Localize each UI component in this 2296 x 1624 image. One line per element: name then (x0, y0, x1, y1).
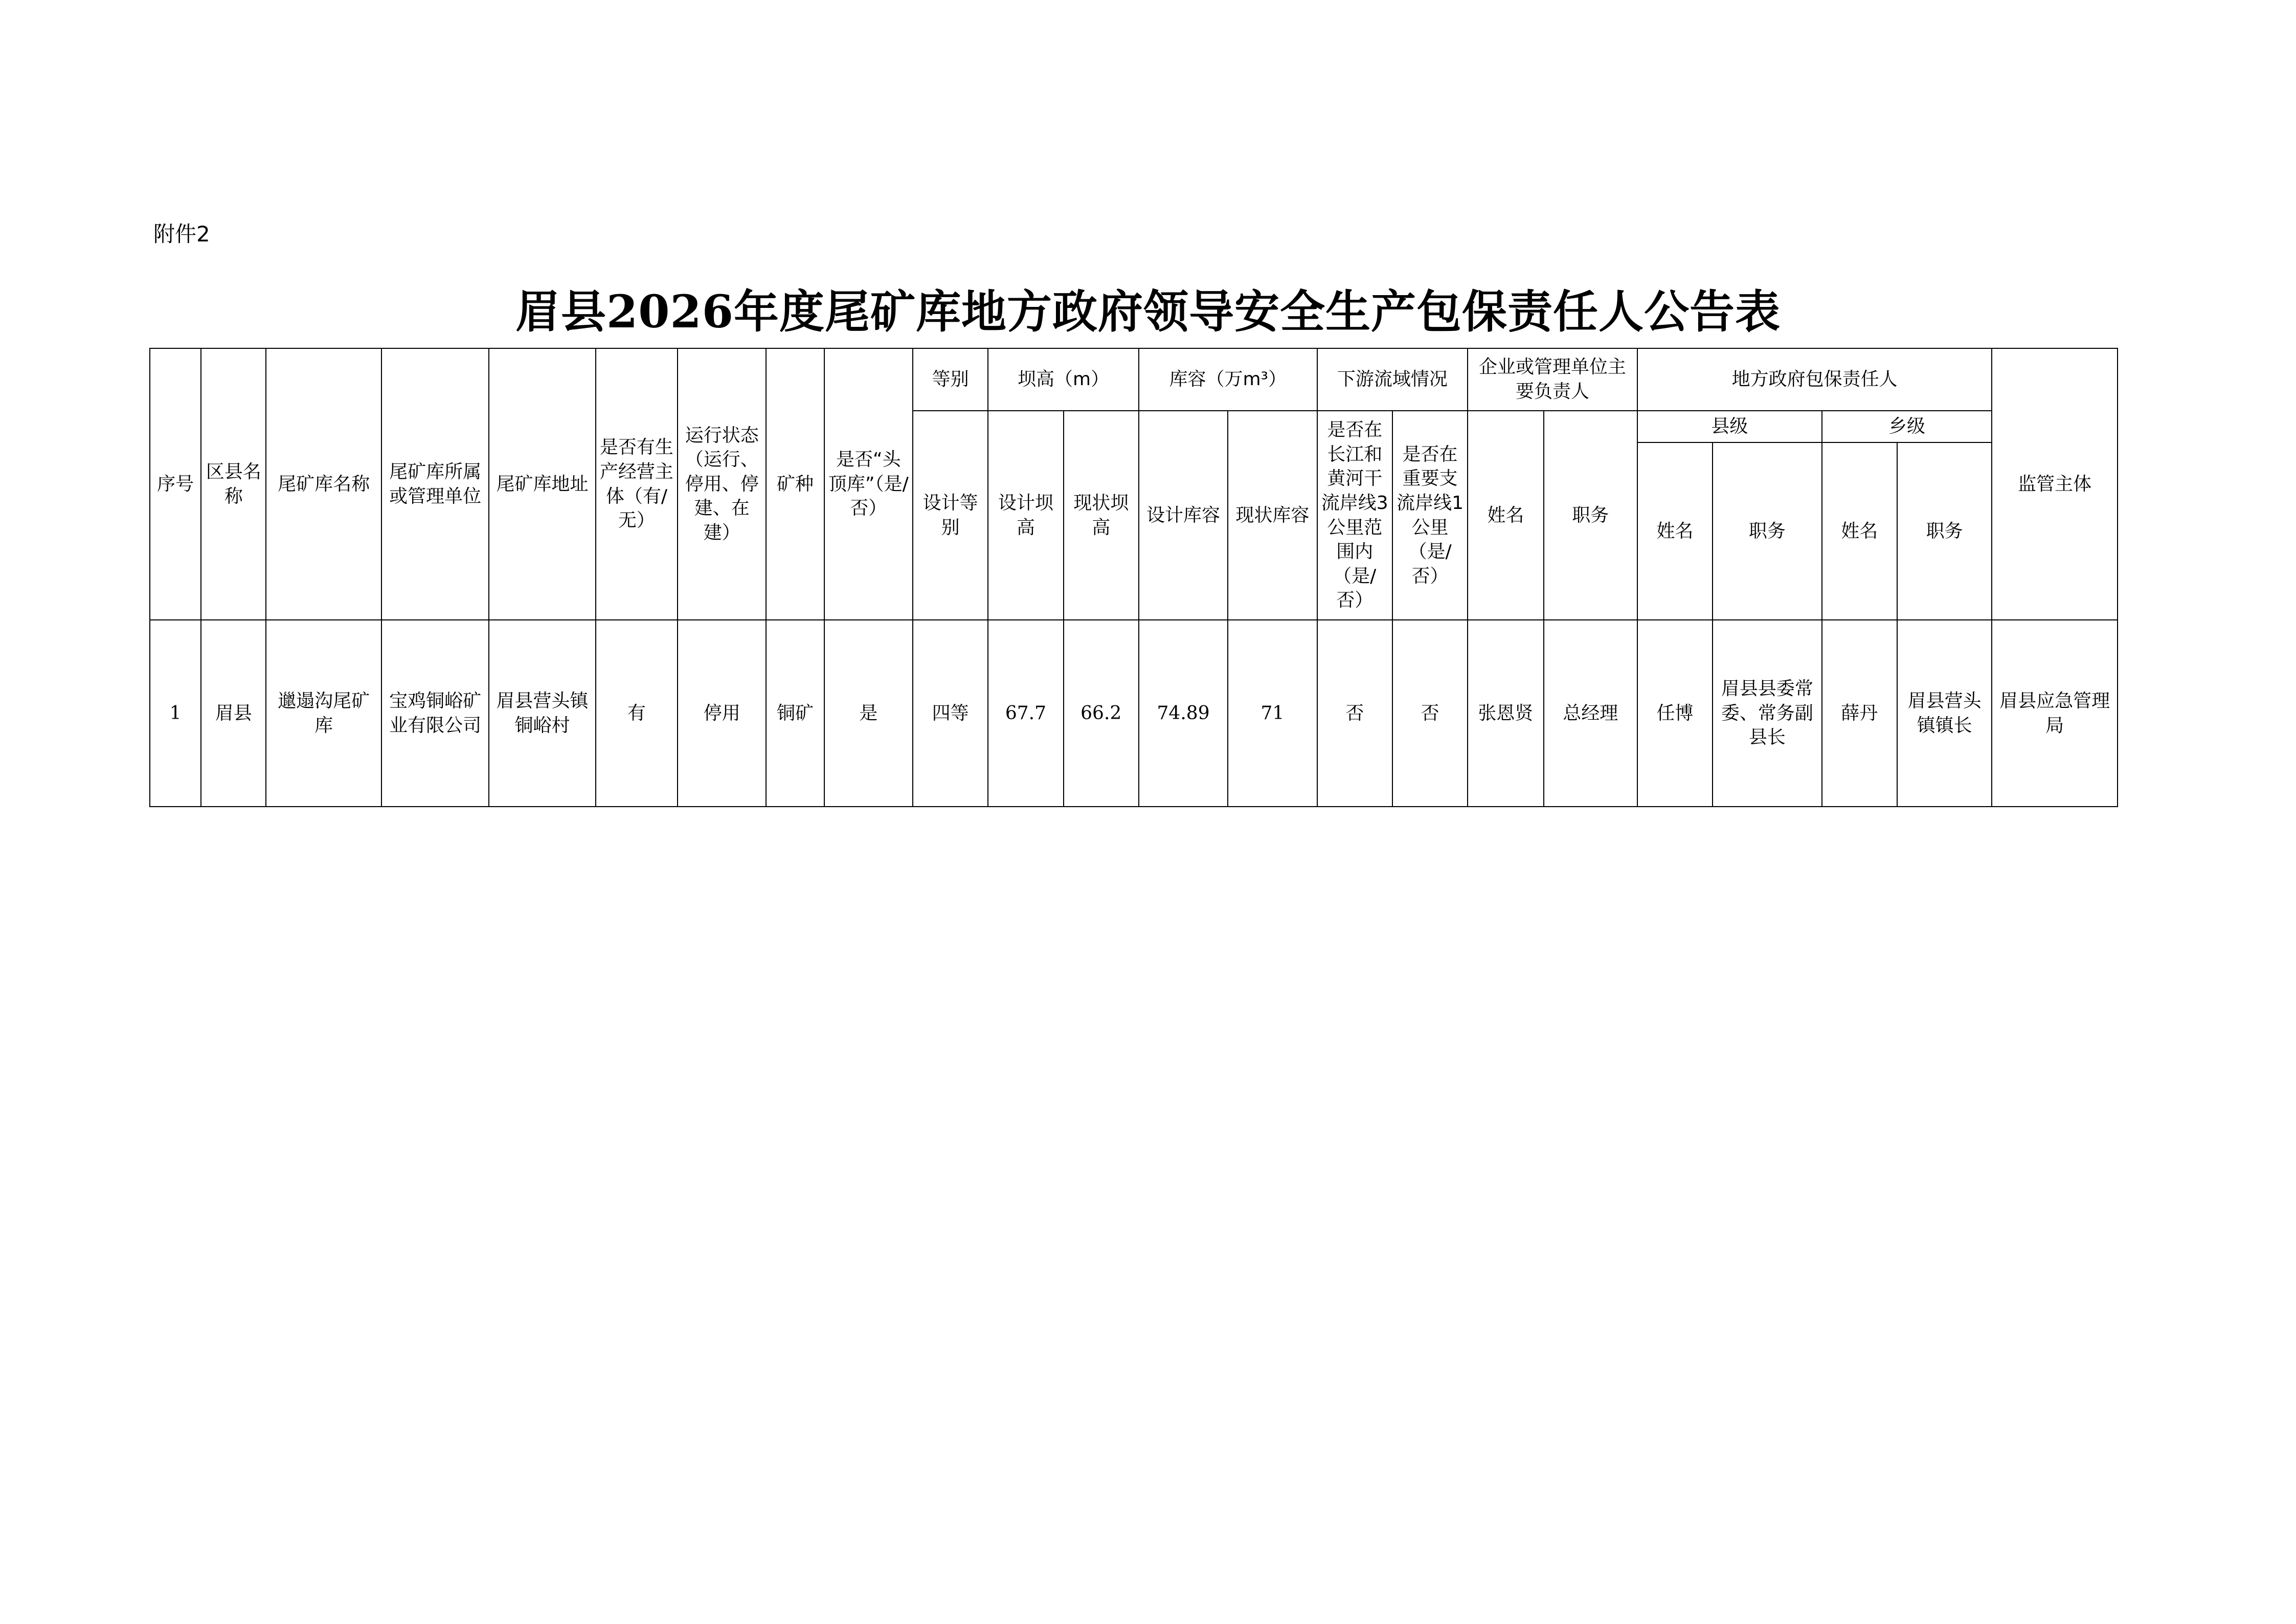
responsibility-table (149, 348, 2118, 807)
header-supervisor: 监管主体 (1992, 348, 2118, 620)
page-title: 眉县2026年度尾矿库地方政府领导安全生产包保责任人公告表 (515, 285, 1781, 338)
cell-ent-title: 总经理 (1544, 620, 1637, 807)
header-tributary: 是否在重要支流岸线1公里（是/否） (1392, 411, 1468, 620)
cell-tributary: 否 (1392, 620, 1468, 807)
header-town-name: 姓名 (1822, 442, 1897, 620)
cell-mineral: 铜矿 (766, 620, 824, 807)
cell-yangtze-yellow: 否 (1317, 620, 1392, 807)
header-dam-design: 设计坝高 (988, 411, 1063, 620)
cell-cap-design: 74.89 (1139, 620, 1228, 807)
header-tailings-name: 尾矿库名称 (266, 348, 381, 620)
header-grade-group: 等别 (913, 348, 988, 411)
cell-district: 眉县 (201, 620, 266, 807)
header-gov-group: 地方政府包保责任人 (1637, 348, 1992, 411)
header-district: 区县名称 (201, 348, 266, 620)
header-enterprise-group: 企业或管理单位主要负责人 (1468, 348, 1637, 411)
header-has-operator: 是否有生产经营主体（有/无） (596, 348, 678, 620)
header-owner-unit: 尾矿库所属或管理单位 (381, 348, 489, 620)
cell-has-operator: 有 (596, 620, 678, 807)
header-cap-design: 设计库容 (1139, 411, 1228, 620)
header-county-title: 职务 (1713, 442, 1821, 620)
cell-dam-design: 67.7 (988, 620, 1063, 807)
table-row (150, 620, 2118, 807)
cell-owner-unit: 宝鸡铜峪矿业有限公司 (381, 620, 489, 807)
cell-supervisor: 眉县应急管理局 (1992, 620, 2118, 807)
cell-tailings-name: 邋遢沟尾矿库 (266, 620, 381, 807)
header-mineral: 矿种 (766, 348, 824, 620)
attachment-label: 附件2 (153, 221, 210, 247)
header-yangtze-yellow: 是否在长江和黄河干流岸线3公里范围内（是/否） (1317, 411, 1392, 620)
header-ent-name: 姓名 (1468, 411, 1543, 620)
cell-county-name: 任博 (1637, 620, 1713, 807)
cell-status: 停用 (678, 620, 766, 807)
cell-county-title: 眉县县委常委、常务副县长 (1713, 620, 1821, 807)
cell-town-title: 眉县营头镇镇长 (1897, 620, 1992, 807)
cell-seq: 1 (150, 620, 201, 807)
cell-town-name: 薛丹 (1822, 620, 1897, 807)
header-head-reservoir: 是否“头顶库”（是/否） (824, 348, 913, 620)
cell-grade-design: 四等 (913, 620, 988, 807)
header-downstream-group: 下游流域情况 (1317, 348, 1468, 411)
cell-cap-current: 71 (1228, 620, 1317, 807)
header-dam-group: 坝高（m） (988, 348, 1139, 411)
cell-ent-name: 张恩贤 (1468, 620, 1543, 807)
cell-dam-current: 66.2 (1064, 620, 1139, 807)
header-cap-current: 现状库容 (1228, 411, 1317, 620)
header-seq: 序号 (150, 348, 201, 620)
header-grade-design: 设计等别 (913, 411, 988, 620)
header-town-level: 乡级 (1822, 411, 1992, 442)
header-address: 尾矿库地址 (489, 348, 595, 620)
header-county-level: 县级 (1637, 411, 1822, 442)
cell-head-reservoir: 是 (824, 620, 913, 807)
header-county-name: 姓名 (1637, 442, 1713, 620)
header-town-title: 职务 (1897, 442, 1992, 620)
header-dam-current: 现状坝高 (1064, 411, 1139, 620)
header-row-1 (150, 348, 2118, 411)
header-ent-title: 职务 (1544, 411, 1637, 620)
cell-address: 眉县营头镇铜峪村 (489, 620, 595, 807)
header-status: 运行状态（运行、停用、停建、在建） (678, 348, 766, 620)
header-capacity-group: 库容（万m³） (1139, 348, 1317, 411)
